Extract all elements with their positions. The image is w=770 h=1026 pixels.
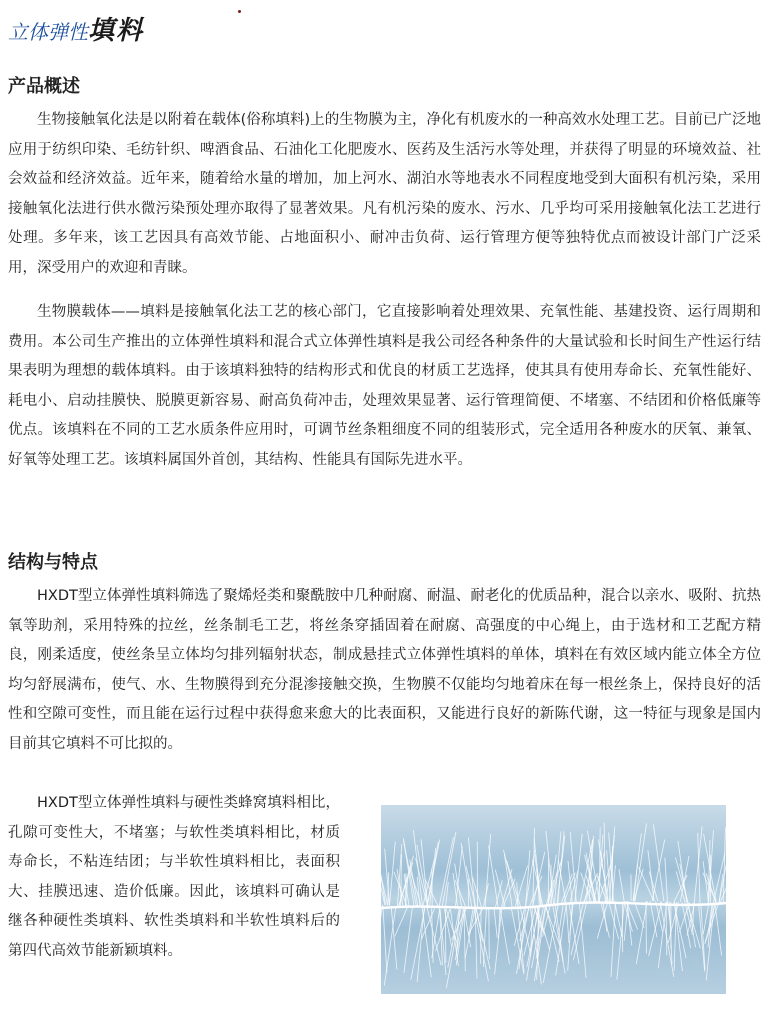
filler-fibers-image <box>381 805 726 994</box>
section-heading-overview: 产品概述 <box>8 76 80 97</box>
fiber-strand <box>646 901 647 954</box>
fiber-strand <box>489 909 490 959</box>
print-speck <box>238 10 241 13</box>
filler-photo <box>381 805 726 994</box>
section-heading-structure: 结构与特点 <box>8 552 98 573</box>
page-title-part2: 填料 <box>88 16 145 46</box>
overview-paragraph-2: 生物膜载体——填料是接触氧化法工艺的核心部门，它直接影响着处理效果、充氧性能、基建投资、运行周期和费用。本公司生产推出的立体弹性填料和混合式立体弹性填料是我公司经各种条件的大量试验和长时间生产性运行结果表明为理想的载体填料。由于该填料独特的结构形式和优良的材质工艺选择，使其具有使用寿命长、充氧性能好、耗电小、启动挂膜快、脱膜更新容易、耐高负荷冲击，处理效果显著、运行管理简便、不堵塞、不结团和价格低廉等优点。该填料在不同的工艺水质条件应用时，可调节丝条粗细度不同的组装形式，完全适用各种废水的厌氧、兼氧、好氧等处理工艺。该填料属国外首创，其结构、性能具有国际先进水平。 <box>8 304 761 468</box>
page-title-part1: 立体弹性 <box>8 20 88 44</box>
overview-paragraph-1: 生物接触氧化法是以附着在载体(俗称填料)上的生物膜为主，净化有机废水的一种高效水处理工艺。目前已广泛地应用于纺织印染、毛纺针织、啤酒食品、石油化工化肥废水、医药及生活污水等处理，并获得了明显的环境效益、社会效益和经济效益。近年来，随着给水量的增加，加上河水、湖泊水等地表水不同程度地受到大面积有机污染，采用接触氧化法进行供水微污染预处理亦取得了显著效果。凡有机污染的废水、污水、几乎均可采用接触氧化法工艺进行处理。多年来，该工艺因具有高效节能、占地面积小、耐冲击负荷、运行管理方便等独特优点而被设计部门广泛采用，深受用户的欢迎和青睐。 <box>8 112 761 276</box>
page-title <box>8 10 144 47</box>
structure-paragraph-2: HXDT型立体弹性填料与硬性类蜂窝填料相比，孔隙可变性大，不堵塞；与软性类填料相比，材质寿命长，不粘连结团；与半软性填料相比，表面积大、挂膜迅速、造价低廉。因此，该填料可确认是继各种硬性类填料、软性类填料和半软性填料后的第四代高效节能新颖填料。 <box>8 795 340 959</box>
structure-paragraph-1: HXDT型立体弹性填料筛选了聚烯烃类和聚酰胺中几种耐腐、耐温、耐老化的优质品种，混合以亲水、吸附、抗热氧等助剂，采用特殊的拉丝，丝条制毛工艺，将丝条穿插固着在耐腐、高强度的中心绳上，由于选材和工艺配方精良，刚柔适度，使丝条呈立体均匀排列辐射状态，制成悬挂式立体弹性填料的单体，填料在有效区域内能立体全方位均匀舒展满布，使气、水、生物膜得到充分混渗接触交换，生物膜不仅能均匀地着床在每一根丝条上，保持良好的活性和空隙可变性，而且能在运行过程中获得愈来愈大的比表面积，又能进行良好的新陈代谢，这一特征与现象是国内目前其它填料不可比拟的。 <box>8 588 761 752</box>
